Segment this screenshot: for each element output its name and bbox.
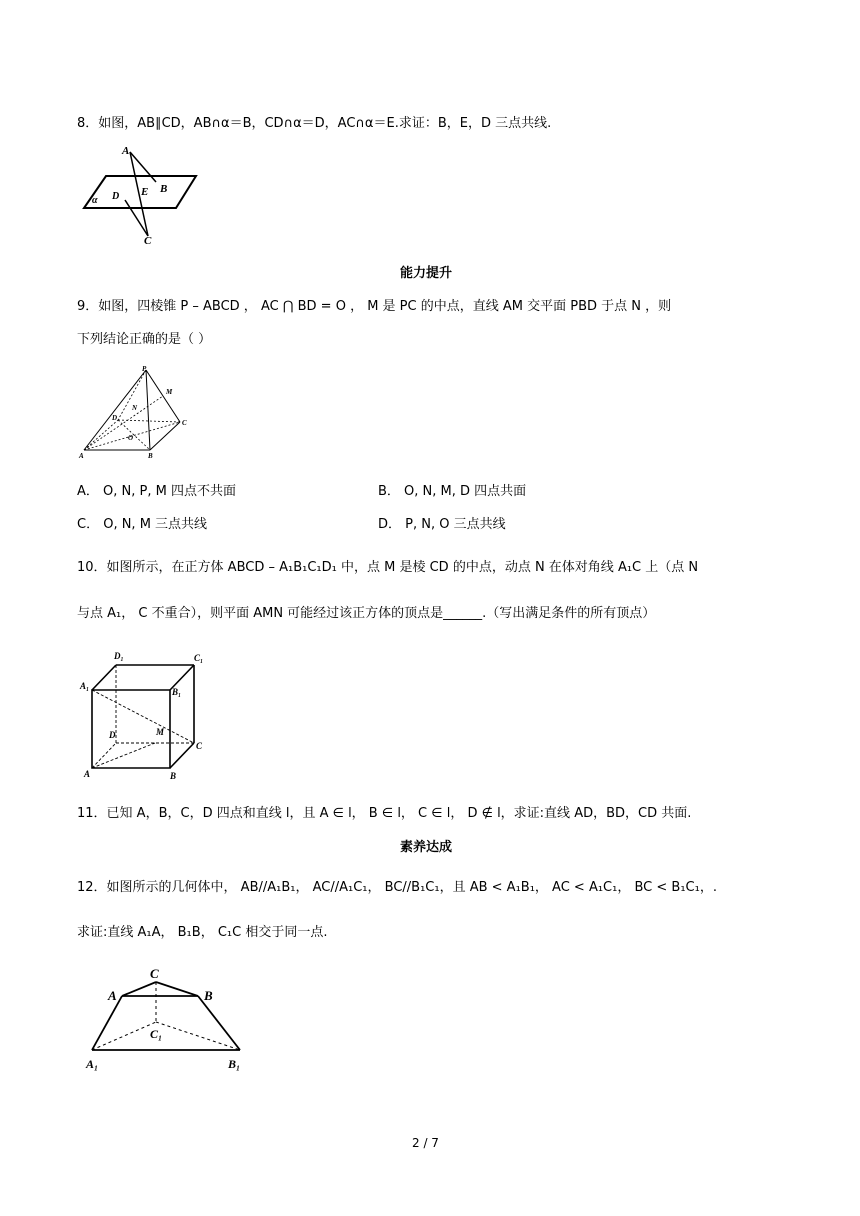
q9-label-C: C: [182, 419, 187, 427]
q8-label-alpha: α: [92, 195, 98, 206]
section-heading-2: 素养达成: [400, 840, 453, 855]
q12-label-A: A: [108, 988, 117, 1003]
q8-label-C: C: [144, 235, 152, 245]
q10-label-M: M: [156, 727, 165, 737]
q12-figure: [80, 960, 260, 1072]
q12-label-A1: A₁: [86, 1057, 99, 1071]
q9-label-D: D: [112, 414, 118, 422]
q12-label-B: B: [204, 988, 213, 1003]
q8-text: 8．如图，AB∥CD，AB∩α＝B，CD∩α＝D，AC∩α＝E.求证：B，E，D 三点共线.: [77, 116, 552, 131]
q9-label-M: M: [166, 388, 173, 396]
q9-label-A: A: [79, 452, 84, 460]
q8-label-B: B: [160, 183, 168, 195]
q12-line1: 12．如图所示的几何体中， AB//A₁B₁， AC//A₁C₁， BC//B₁C₁，且 AB < A₁B₁， AC < A₁C₁， BC < B₁C₁，.: [77, 880, 717, 895]
q10-figure: [78, 645, 218, 785]
q10-label-D1: D₁: [114, 651, 124, 661]
q9-figure: [78, 362, 198, 462]
q10-label-A: A: [84, 769, 91, 779]
q8-label-A: A: [122, 145, 130, 157]
q8-figure: [78, 140, 203, 245]
q10-label-B: B: [170, 771, 177, 781]
q10-label-B1: B₁: [172, 687, 182, 697]
q10-line1: 10．如图所示，在正方体 ABCD – A₁B₁C₁D₁ 中，点 M 是棱 CD 的中点，动点 N 在体对角线 A₁C 上（点 N: [77, 560, 699, 575]
q10-label-A1: A₁: [80, 681, 90, 691]
q12-label-C1: C₁: [150, 1027, 163, 1041]
q9-label-O: O: [128, 434, 134, 442]
q12-label-C: C: [150, 966, 159, 981]
q11-text: 11．已知 A，B，C，D 四点和直线 l，且 A ∈ l， B ∈ l， C ∈ l， D ∉ l，求证:直线 AD，BD，CD 共面.: [77, 806, 692, 821]
q9-option-c: C． O, N, M 三点共线: [77, 517, 208, 532]
q10-line2: 与点 A₁， C 不重合），则平面 AMN 可能经过该正方体的顶点是______.（写出满足条件的所有顶点）: [77, 606, 656, 621]
page-number: 2 / 7: [412, 1136, 439, 1150]
q10-label-D: D: [109, 730, 116, 740]
q12-label-B1: B₁: [228, 1057, 241, 1071]
q9-line2: 下列结论正确的是（ ）: [77, 332, 212, 347]
q10-label-C1: C₁: [194, 653, 204, 663]
q9-label-P: P: [142, 365, 147, 373]
q10-label-C: C: [196, 741, 203, 751]
q9-option-b: B． O, N, M, D 四点共面: [378, 484, 527, 499]
section-heading-1: 能力提升: [400, 266, 453, 281]
q8-label-D: D: [112, 191, 120, 202]
plane-alpha: [84, 176, 196, 208]
q9-option-d: D． P, N, O 三点共线: [378, 517, 506, 532]
q9-label-B: B: [148, 452, 153, 460]
q8-label-E: E: [141, 186, 149, 198]
q9-label-N: N: [132, 404, 138, 412]
q9-line1: 9．如图，四棱锥 P – ABCD ， AC ⋂ BD = O ， M 是 PC 的中点，直线 AM 交平面 PBD 于点 N ，则: [77, 299, 672, 314]
q12-line2: 求证:直线 A₁A， B₁B， C₁C 相交于同一点.: [77, 925, 328, 940]
q9-option-a: A． O, N, P, M 四点不共面: [77, 484, 236, 499]
